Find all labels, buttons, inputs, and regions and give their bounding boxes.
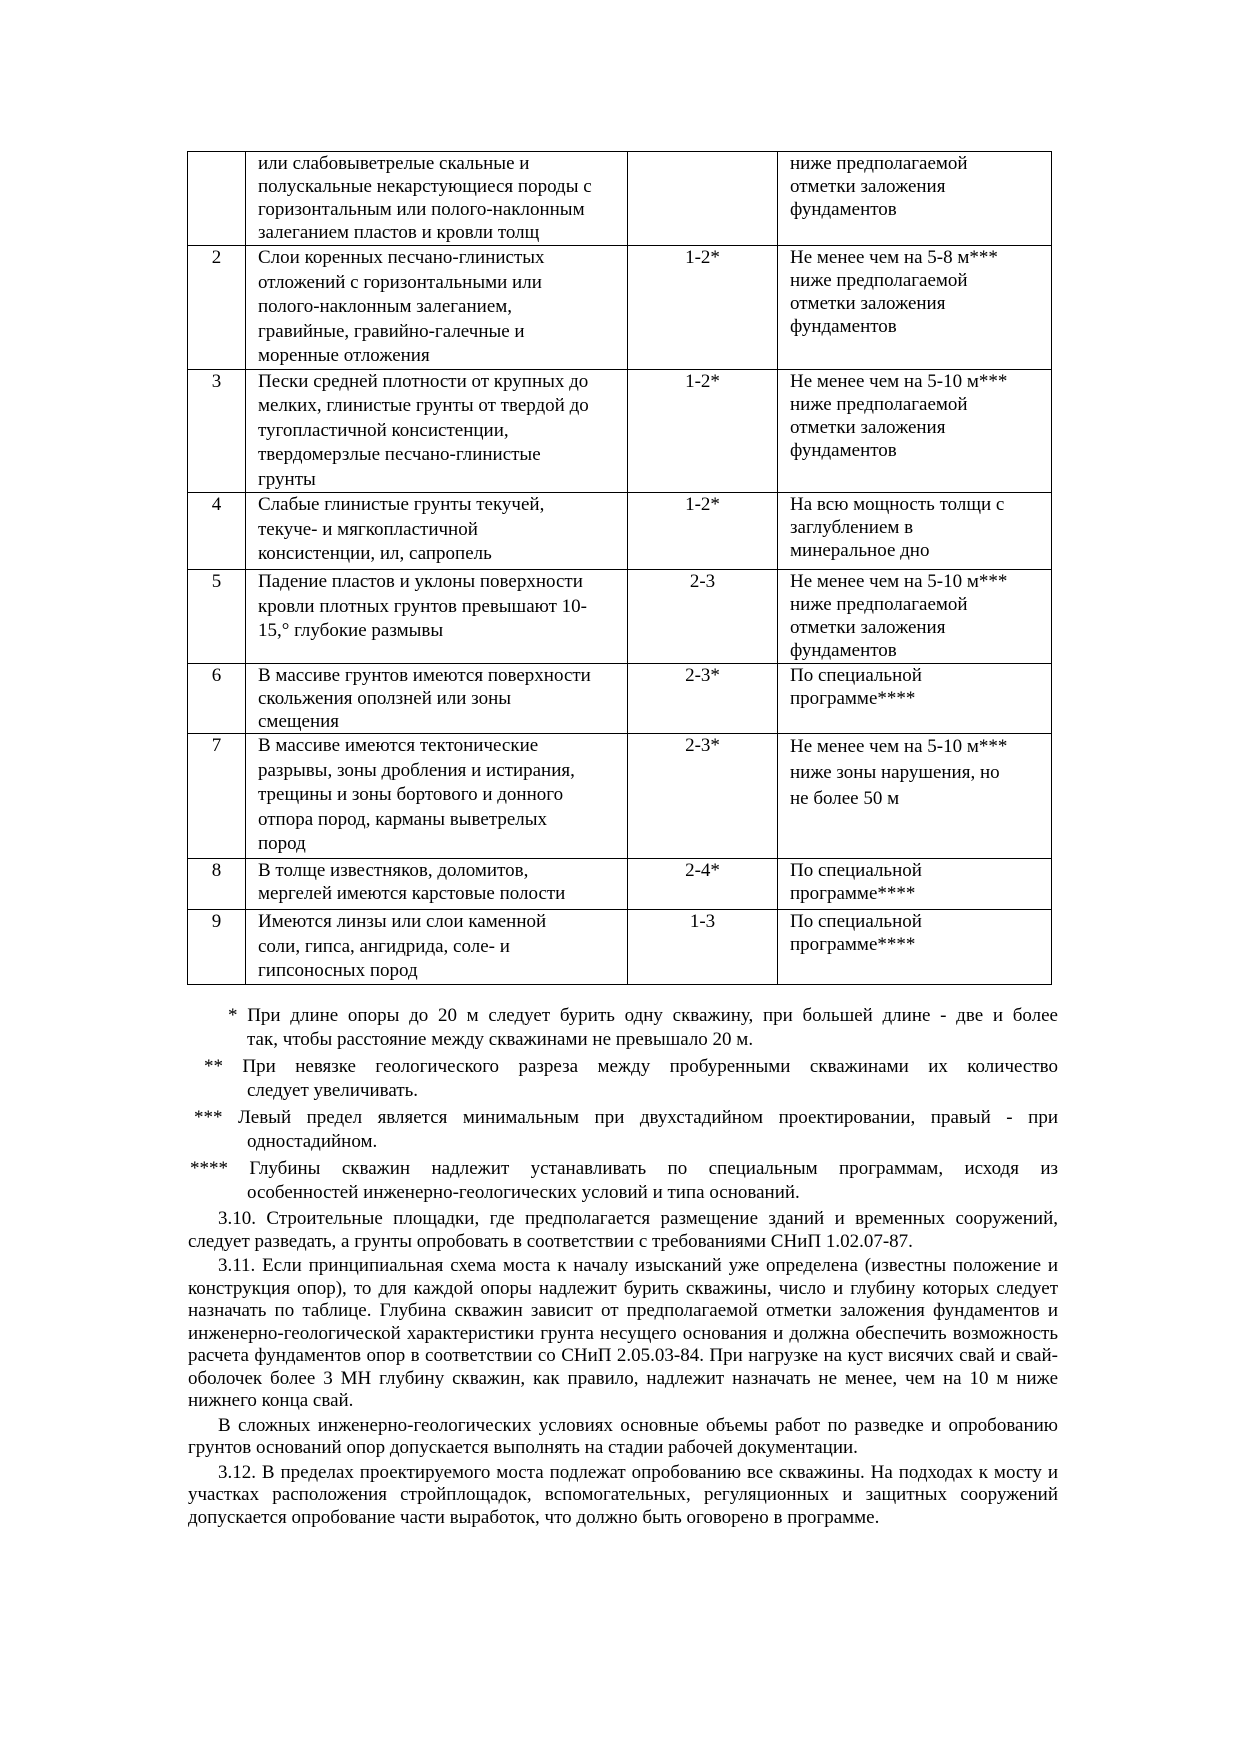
row-number: 3 bbox=[188, 369, 246, 493]
row-description: В массиве грунтов имеются поверхности скольжения оползней или зоны смещения bbox=[246, 664, 628, 734]
row-number bbox=[188, 152, 246, 246]
footnote-line: так, чтобы расстояние между скважинами не превышало 20 м. bbox=[247, 1029, 754, 1050]
paragraph: 3.12. В пределах проектируемого моста подлежат опробованию все скважины. На подходах к мосту и участках расположения стройплощадок, вспомогательных, регуляционных и защитных сооружений допускается опробование части выработок, что должно быть оговорено в программе. bbox=[188, 1461, 1058, 1528]
row-description: Слабые глинистые грунты текучей, текуче- и мягкопластичной консистенции, ил, сапропель bbox=[246, 493, 628, 570]
row-well-count: 1-2* bbox=[628, 369, 778, 493]
row-description: или слабовыветрелые скальные и полускальные некарстующиеся породы с горизонтальным или полого-наклонным залеганием пластов и кровли толщ bbox=[246, 152, 628, 246]
footnote-line: **** Глубины скважин надлежит устанавливать по специальным программам, исходя из bbox=[190, 1158, 1058, 1179]
footnote bbox=[190, 1055, 1058, 1103]
footnote bbox=[190, 1004, 1058, 1052]
row-description: В толще известняков, доломитов, мергелей имеются карстовые полости bbox=[246, 859, 628, 910]
body-text bbox=[188, 1208, 1058, 1531]
row-number: 5 bbox=[188, 570, 246, 664]
paragraph: 3.10. Строительные площадки, где предполагается размещение зданий и временных сооружений, следует разведать, а грунты опробовать в соответствии с требованиями СНиП 1.02.07-87. bbox=[188, 1208, 1058, 1252]
paragraph: 3.11. Если принципиальная схема моста к началу изысканий уже определена (известны положение и конструкция опор), то для каждой опоры надлежит бурить скважины, число и глубину которых следует назначать по таблице. Глубина скважин зависит от предполагаемой отметки заложения фундаментов и инженерно-геологической характеристики грунта несущего основания и должна обеспечить возможность расчета фундаментов опор в соответствии со СНиП 2.05.03-84. При нагрузке на куст висячих свай и свай-оболочек более 3 МН глубину скважин, как правило, надлежит назначать не менее, чем на 10 м ниже нижнего конца свай. bbox=[188, 1255, 1058, 1411]
footnote bbox=[190, 1157, 1058, 1205]
row-description: Слои коренных песчано-глинистых отложений с горизонтальными или полого-наклонным залеганием, гравийные, гравийно-галечные и моренные отложения bbox=[246, 246, 628, 370]
row-description: Пески средней плотности от крупных до мелких, глинистые грунты от твердой до тугопластичной консистенции, твердомерзлые песчано-глинистые грунты bbox=[246, 369, 628, 493]
table-row bbox=[188, 734, 1052, 859]
row-depth: По специальной программе**** bbox=[778, 859, 1052, 910]
footnote-line: следует увеличивать. bbox=[247, 1080, 419, 1101]
row-number: 4 bbox=[188, 493, 246, 570]
row-well-count: 2-4* bbox=[628, 859, 778, 910]
table-row bbox=[188, 152, 1052, 246]
row-depth: На всю мощность толщи с заглублением в минеральное дно bbox=[778, 493, 1052, 570]
row-number: 7 bbox=[188, 734, 246, 859]
row-well-count bbox=[628, 152, 778, 246]
row-well-count: 2-3* bbox=[628, 664, 778, 734]
row-depth: ниже предполагаемой отметки заложения фундаментов bbox=[778, 152, 1052, 246]
row-well-count: 2-3* bbox=[628, 734, 778, 859]
row-well-count: 1-3 bbox=[628, 910, 778, 985]
footnote-line: особенностей инженерно-геологических условий и типа оснований. bbox=[247, 1182, 800, 1203]
row-description: Падение пластов и уклоны поверхности кровли плотных грунтов превышают 10- 15,° глубокие размывы bbox=[246, 570, 628, 664]
table-row bbox=[188, 369, 1052, 493]
row-number: 9 bbox=[188, 910, 246, 985]
row-depth: Не менее чем на 5-8 м*** ниже предполагаемой отметки заложения фундаментов bbox=[778, 246, 1052, 370]
row-well-count: 1-2* bbox=[628, 246, 778, 370]
table-row bbox=[188, 246, 1052, 370]
table-footnotes bbox=[190, 1004, 1058, 1208]
row-well-count: 1-2* bbox=[628, 493, 778, 570]
row-number: 2 bbox=[188, 246, 246, 370]
table-row bbox=[188, 493, 1052, 570]
row-depth: Не менее чем на 5-10 м*** ниже предполагаемой отметки заложения фундаментов bbox=[778, 570, 1052, 664]
table-row bbox=[188, 570, 1052, 664]
row-depth: По специальной программе**** bbox=[778, 664, 1052, 734]
row-depth: Не менее чем на 5-10 м*** ниже зоны нарушения, но не более 50 м bbox=[778, 734, 1052, 859]
footnote-line: *** Левый предел является минимальным при двухстадийном проектировании, правый - при bbox=[194, 1107, 1058, 1128]
row-well-count: 2-3 bbox=[628, 570, 778, 664]
footnote-line: ** При невязке геологического разреза между пробуренными скважинами их количество bbox=[204, 1056, 1058, 1077]
row-depth: По специальной программе**** bbox=[778, 910, 1052, 985]
footnote-line: одностадийном. bbox=[247, 1131, 378, 1152]
row-depth: Не менее чем на 5-10 м*** ниже предполагаемой отметки заложения фундаментов bbox=[778, 369, 1052, 493]
row-description: В массиве имеются тектонические разрывы, зоны дробления и истирания, трещины и зоны бортового и донного отпора пород, карманы выветрелых пород bbox=[246, 734, 628, 859]
table-row bbox=[188, 910, 1052, 985]
drilling-requirements-table bbox=[187, 151, 1052, 985]
table-row bbox=[188, 859, 1052, 910]
table-row bbox=[188, 664, 1052, 734]
row-number: 6 bbox=[188, 664, 246, 734]
footnote bbox=[190, 1106, 1058, 1154]
row-description: Имеются линзы или слои каменной соли, гипса, ангидрида, соле- и гипсоносных пород bbox=[246, 910, 628, 985]
paragraph: В сложных инженерно-геологических условиях основные объемы работ по разведке и опробованию грунтов оснований опор допускается выполнять на стадии рабочей документации. bbox=[188, 1414, 1058, 1458]
footnote-line: * При длине опоры до 20 м следует бурить одну скважину, при большей длине - две и более bbox=[228, 1005, 1058, 1026]
row-number: 8 bbox=[188, 859, 246, 910]
